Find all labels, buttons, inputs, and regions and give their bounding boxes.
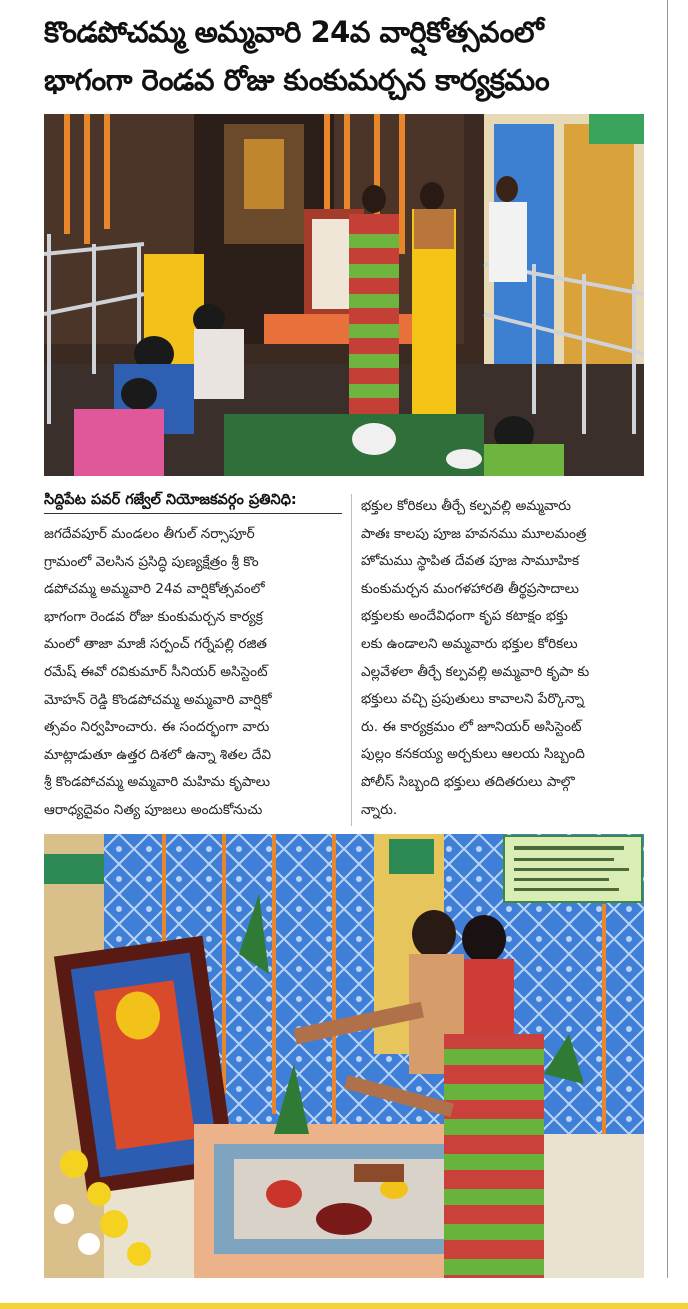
kumkumarchana-photo <box>44 834 644 1278</box>
byline-rule <box>44 513 342 514</box>
article-line: న్నారు. <box>361 801 398 818</box>
headline <box>44 8 654 104</box>
article-column-right <box>361 493 645 824</box>
headline-line-1: కొండపోచమ్మ అమ్మవారి 24వ వార్షికోత్సవంలో <box>44 15 544 49</box>
article-line: త్సవం నిర్వహించారు. ఈ సందర్భంగా వారు <box>44 719 270 736</box>
article-line: రు. ఈ కార్యక్రమం లో జూనియర్ అసిస్టెంట్ <box>361 718 582 735</box>
article-line: మాట్లాడుతూ ఉత్తర దిశలో ఉన్నా శితల దేవి <box>44 746 272 763</box>
article-line: భాగంగా రెండవ రోజు కుంకుమర్చన కార్యక్ర <box>44 608 263 625</box>
article-line: పుల్లం కనకయ్య అర్చకులు ఆలయ సిబ్బంది <box>361 746 585 763</box>
article-line: ఎల్లవేళలా తీర్చే కల్పవల్లి అమ్మవారి కృపా కు <box>361 663 590 680</box>
bottom-accent-strip <box>0 1303 688 1309</box>
article-line: లకు ఉండాలని అమ్మవారు భక్తుల కోరికలు <box>361 635 578 652</box>
article-line: భక్తులకు అందేవిధంగా కృప కటాక్షం భక్తు <box>361 608 568 625</box>
byline: సిద్దిపేట పవర్ గజ్వేల్ నియోజకవర్గం ప్రతినిధి: <box>44 492 297 508</box>
article-line: మోహన్ రెడ్డి కొండపోచమ్మ అమ్మవారి వార్షికో <box>44 691 272 708</box>
temple-puja-photo <box>44 114 644 476</box>
article-column-left <box>44 521 344 825</box>
article-line: డపోచమ్మ అమ్మవారి 24వ వార్షికోత్సవంలో <box>44 581 265 598</box>
article-line: జగదేవపూర్ మండలం తీగుల్ నర్సాపూర్ <box>44 526 255 542</box>
column-divider <box>351 494 352 826</box>
article-line: గ్రామంలో వెలసిన ప్రసిద్ధి పుణ్యక్షేత్రం శ్రీ కొం <box>44 553 259 570</box>
article-line: భక్తులు వచ్చి ప్రపుతులు కావాలని పేర్కొన్నా <box>361 691 585 708</box>
article-line: భక్తుల కోరికలు తీర్చే కల్పవల్లి అమ్మవారు <box>361 498 571 514</box>
article-line: పాతః కాలపు పూజ హవనము మూలమంత్ర <box>361 525 587 542</box>
article-line: పోలీస్ సిబ్బంది భక్తులు తదితరులు పాల్గొ <box>361 773 575 790</box>
headline-line-2: భాగంగా రెండవ రోజు కుంకుమర్చన కార్యక్రమం <box>44 63 550 97</box>
article-line: మంలో తాజా మాజీ సర్పంచ్ గర్నేపల్లి రజిత <box>44 636 267 653</box>
article-line: కుంకుమర్చన మంగళహారతి తీర్థప్రసాదాలు <box>361 580 579 597</box>
article-line: శ్రీ కొండపోచమ్మ అమ్మవారి మహిమ కృపాలు <box>44 774 271 791</box>
column-edge-rule <box>667 0 668 1278</box>
article-line: హోమము స్థాపిత దేవత పూజ సామూహిక <box>361 553 580 570</box>
article-line: రమేష్ ఈవో రవికుమార్ సీనియర్ అసిస్టెంట్ <box>44 663 268 680</box>
article-line: ఆరాధ్యదైవం నిత్య పూజలు అందుకోనుచు <box>44 801 263 818</box>
